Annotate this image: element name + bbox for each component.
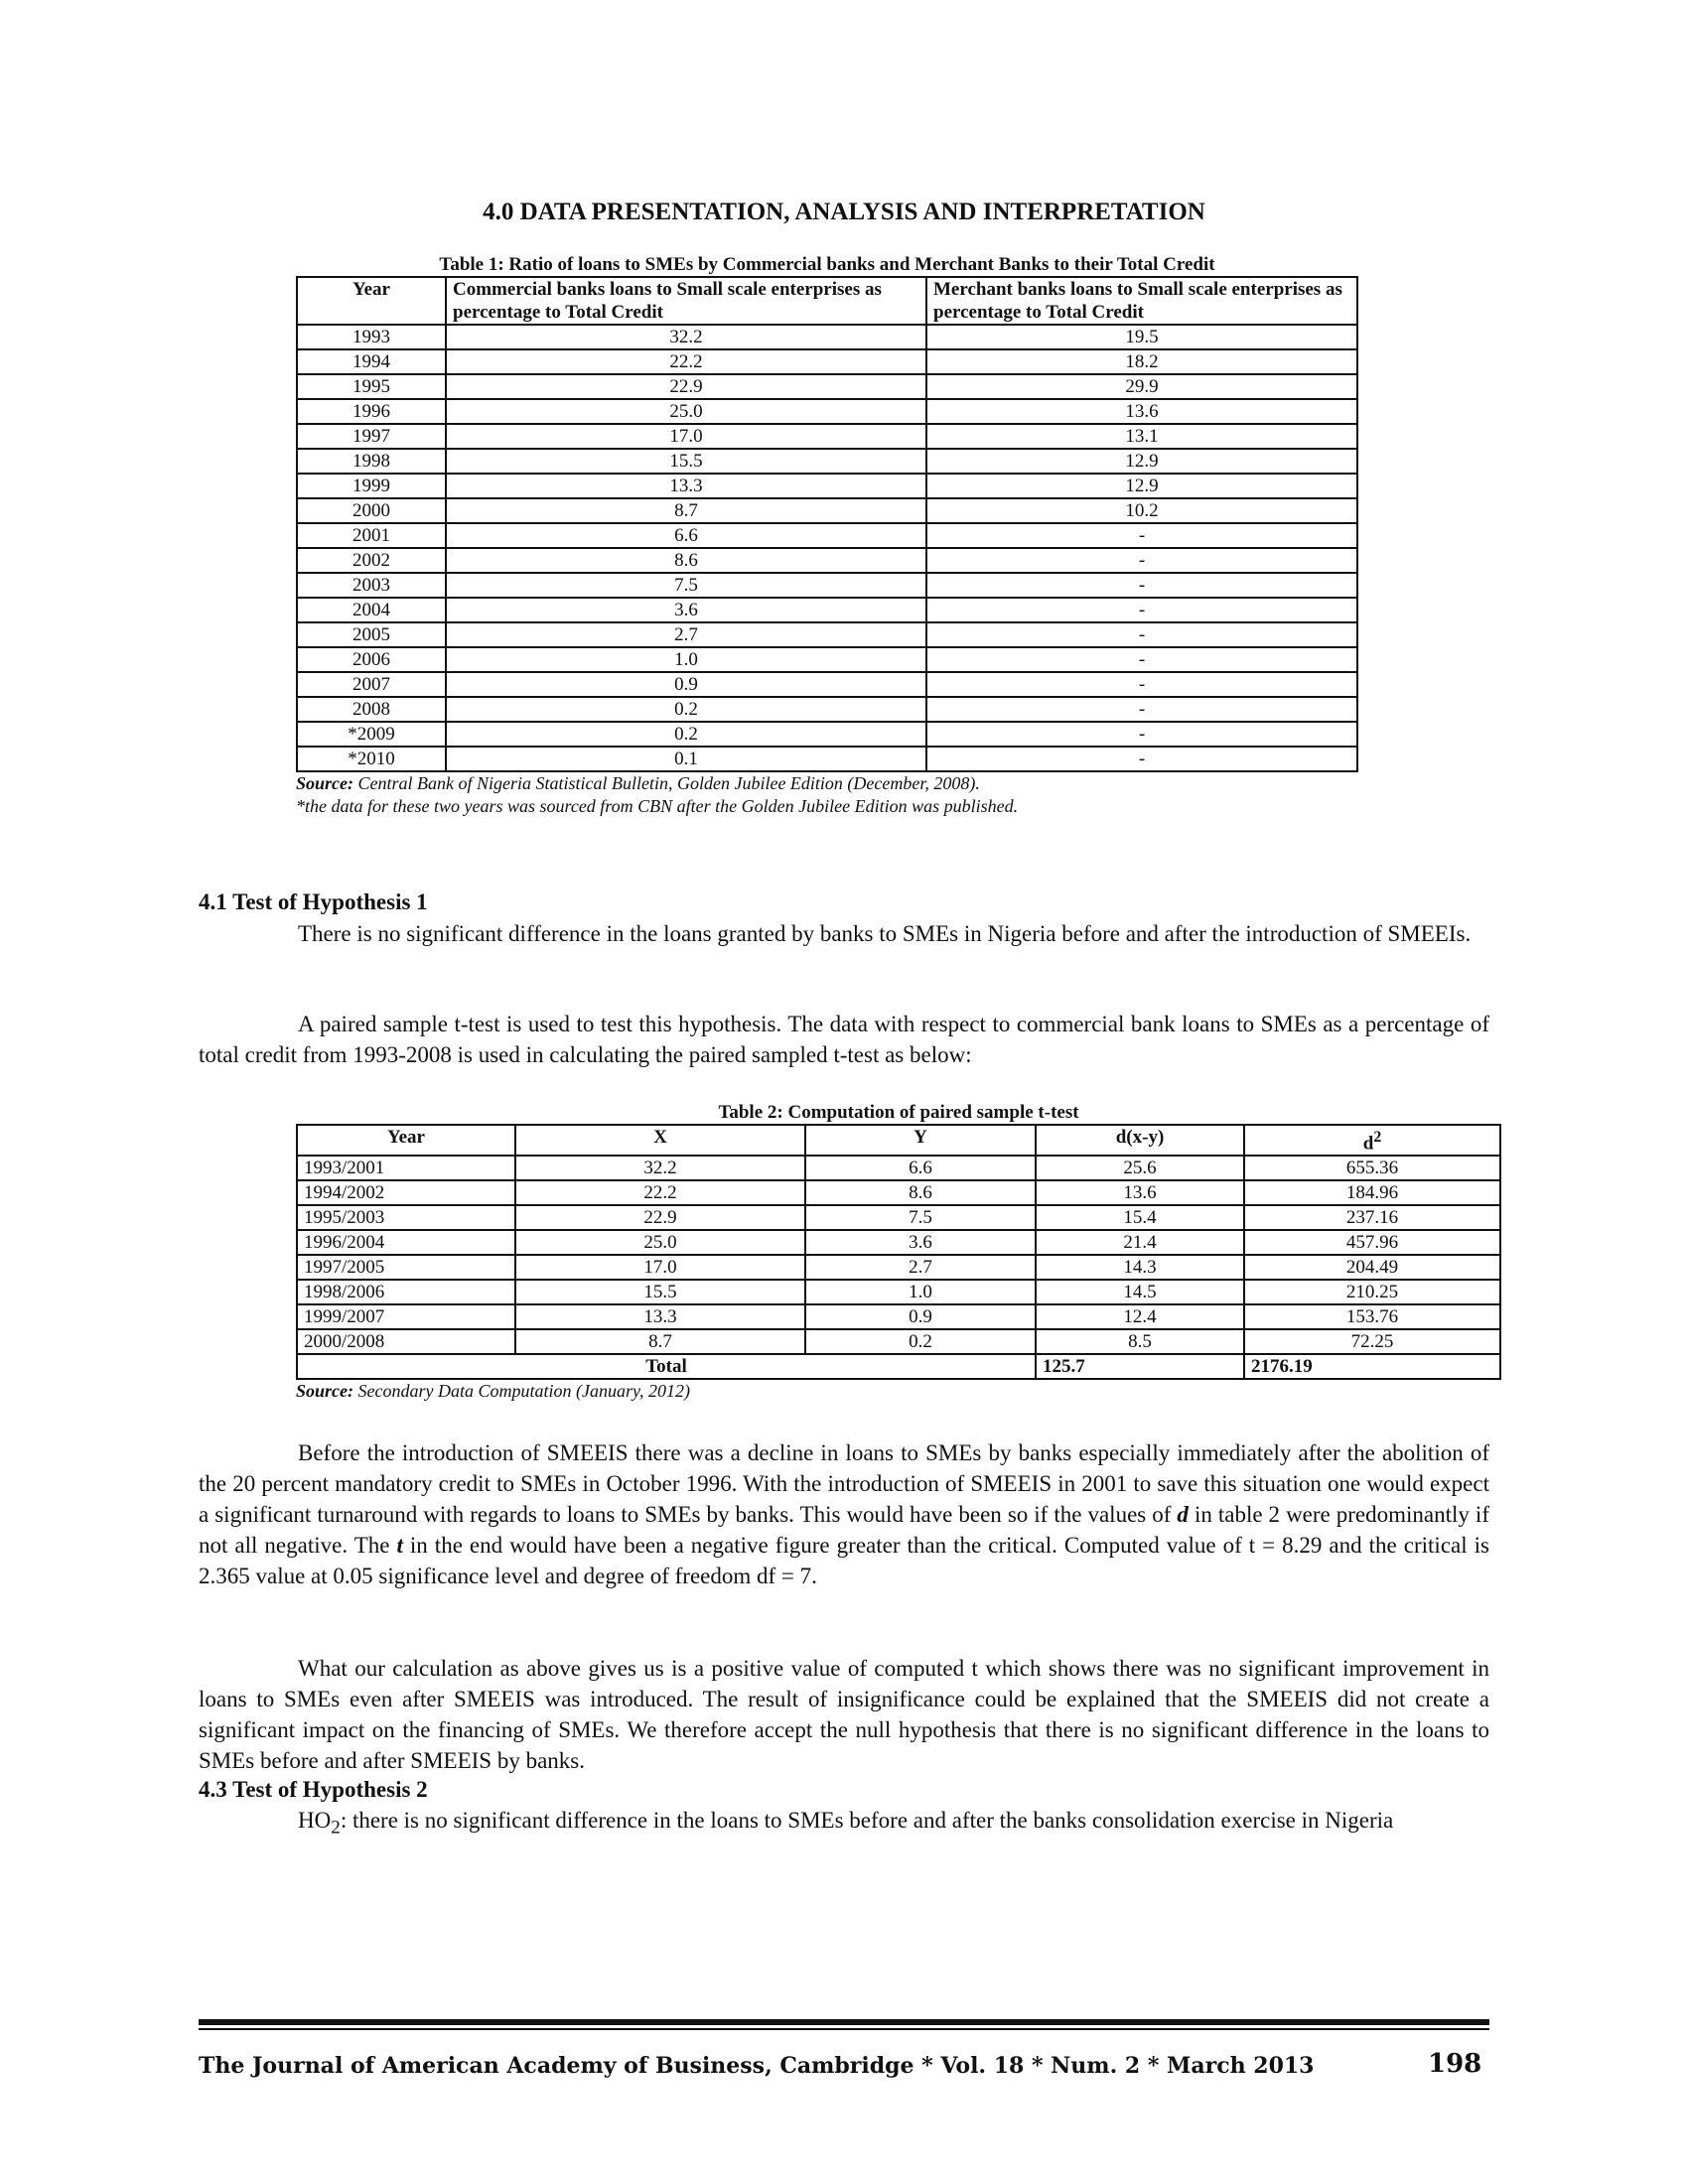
table1-cell-year: 1996 [297, 399, 446, 424]
table1-cell-year: 1995 [297, 374, 446, 399]
section1-para2 [199, 1009, 1489, 1070]
table1-row [297, 399, 1357, 424]
table1-cell-merchant: - [926, 523, 1357, 548]
table1-cell-merchant: 19.5 [926, 325, 1357, 349]
footer-journal: The Journal of American Academy of Business, Cambridge * Vol. 18 * Num. 2 * March 2013 [199, 2053, 1315, 2079]
table1-row [297, 498, 1357, 523]
table1-cell-merchant: 10.2 [926, 498, 1357, 523]
section1-para2-text: A paired sample t-test is used to test this hypothesis. The data with respect to commercial bank loans to SMEs as a percentage of total credit from 1993-2008 is used in calculating the paired sampled t-test as below: [199, 1012, 1489, 1067]
table1-cell-merchant: - [926, 647, 1357, 672]
table1-block [296, 254, 1358, 818]
table1-source [296, 772, 1358, 795]
table1 [296, 276, 1358, 772]
analysis-text-a: Before the introduction of SMEEIS there was a decline in loans to SMEs by banks especially immediately after the abolition of the 20 percent mandatory credit to SMEs in October 1996. With the introduction of SMEEIS in 2001 to save this situation one would expect a significant turnaround with regards to loans to SMEs by banks. This would have been so if the values of [199, 1440, 1489, 1527]
table1-cell-commercial: 0.9 [446, 672, 926, 697]
table1-cell-year: 2002 [297, 548, 446, 573]
table2-cell-d2: 204.49 [1244, 1255, 1500, 1280]
table2-header-year: Year [297, 1125, 515, 1156]
table2-row [297, 1230, 1500, 1255]
table1-row [297, 474, 1357, 498]
table1-cell-merchant: - [926, 573, 1357, 598]
table1-cell-commercial: 13.3 [446, 474, 926, 498]
table1-source-label: Source: [296, 773, 353, 793]
page-number: 198 [1428, 2049, 1482, 2079]
table2-cell-year: 1993/2001 [297, 1156, 515, 1180]
table2-cell-year: 2000/2008 [297, 1329, 515, 1354]
table1-cell-commercial: 1.0 [446, 647, 926, 672]
table2 [296, 1124, 1501, 1380]
table2-total-d2: 2176.19 [1244, 1354, 1500, 1379]
table1-cell-year: 2005 [297, 622, 446, 647]
table2-cell-x: 25.0 [515, 1230, 805, 1255]
table2-cell-d: 15.4 [1036, 1205, 1244, 1230]
table1-cell-year: 1994 [297, 349, 446, 374]
table2-cell-d: 13.6 [1036, 1180, 1244, 1205]
table1-cell-merchant: - [926, 622, 1357, 647]
table1-header-year: Year [297, 277, 446, 325]
table1-cell-merchant: - [926, 598, 1357, 622]
table2-cell-d2: 210.25 [1244, 1280, 1500, 1304]
table1-cell-commercial: 22.2 [446, 349, 926, 374]
table1-row [297, 722, 1357, 747]
table2-caption: Table 2: Computation of paired sample t-test [718, 1102, 1079, 1123]
table1-row [297, 523, 1357, 548]
section2-title: 4.3 Test of Hypothesis 2 [199, 1777, 428, 1802]
table2-body [297, 1156, 1500, 1354]
table1-row [297, 349, 1357, 374]
conclusion-text: What our calculation as above gives us is a positive value of computed t which shows there was no significant improvement in loans to SMEs even after SMEEIS was introduced. The result of insignificance could be explained that the SMEEIS did not create a significant impact on the financing of SMEs. We therefore accept the null hypothesis that there is no significant difference in the loans to SMEs before and after SMEEIS by banks. [199, 1656, 1489, 1773]
table2-cell-d: 14.3 [1036, 1255, 1244, 1280]
table2-header-y: Y [805, 1125, 1036, 1156]
table1-cell-year: 1999 [297, 474, 446, 498]
table2-cell-year: 1997/2005 [297, 1255, 515, 1280]
table1-cell-year: 2003 [297, 573, 446, 598]
table1-cell-year: 1998 [297, 449, 446, 474]
table1-row [297, 573, 1357, 598]
table1-cell-commercial: 2.7 [446, 622, 926, 647]
table1-cell-merchant: 12.9 [926, 449, 1357, 474]
section2-text: : there is no significant difference in the loans to SMEs before and after the banks consolidation exercise in Nigeria [340, 1808, 1394, 1833]
table1-header-commercial: Commercial banks loans to Small scale enterprises as percentage to Total Credit [446, 277, 926, 325]
table2-cell-year: 1995/2003 [297, 1205, 515, 1230]
table2-header-d2 [1244, 1125, 1500, 1156]
table2-cell-d: 12.4 [1036, 1304, 1244, 1329]
section2-para [199, 1805, 1489, 1843]
table2-cell-year: 1996/2004 [297, 1230, 515, 1255]
table1-cell-merchant: - [926, 697, 1357, 722]
table1-cell-merchant: 12.9 [926, 474, 1357, 498]
table1-cell-commercial: 15.5 [446, 449, 926, 474]
table2-total-d: 125.7 [1036, 1354, 1244, 1379]
table1-cell-commercial: 8.7 [446, 498, 926, 523]
table2-cell-y: 2.7 [805, 1255, 1036, 1280]
table1-cell-year: 2008 [297, 697, 446, 722]
table1-cell-commercial: 32.2 [446, 325, 926, 349]
table2-cell-y: 1.0 [805, 1280, 1036, 1304]
conclusion-paragraph [199, 1653, 1489, 1776]
table2-cell-d2: 184.96 [1244, 1180, 1500, 1205]
table1-cell-merchant: 29.9 [926, 374, 1357, 399]
table1-row [297, 697, 1357, 722]
table2-row [297, 1255, 1500, 1280]
table2-cell-d2: 655.36 [1244, 1156, 1500, 1180]
section2-ho: HO [298, 1808, 332, 1833]
table1-row [297, 548, 1357, 573]
table1-cell-year: 2007 [297, 672, 446, 697]
section-heading: 4.0 DATA PRESENTATION, ANALYSIS AND INTERPRETATION [483, 199, 1205, 225]
table1-source-text: Central Bank of Nigeria Statistical Bulletin, Golden Jubilee Edition (December, 2008). [353, 773, 980, 793]
table1-cell-commercial: 17.0 [446, 424, 926, 449]
analysis-text-c: in the end would have been a negative figure greater than the critical. Computed value of t = 8.29 and the critical is 2.365 value at 0.05 significance level and degree of freedom df = 7. [199, 1533, 1489, 1588]
table2-header-d2-base: d [1362, 1133, 1374, 1155]
table1-row [297, 374, 1357, 399]
section2-ho-sub: 2 [331, 1817, 341, 1839]
table1-cell-merchant: - [926, 672, 1357, 697]
table2-cell-y: 8.6 [805, 1180, 1036, 1205]
table2-row [297, 1156, 1500, 1180]
table2-header-d2-sup: 2 [1373, 1129, 1382, 1146]
table2-cell-x: 17.0 [515, 1255, 805, 1280]
table2-header-d: d(x-y) [1036, 1125, 1244, 1156]
table2-cell-x: 13.3 [515, 1304, 805, 1329]
table2-cell-year: 1999/2007 [297, 1304, 515, 1329]
table2-row [297, 1329, 1500, 1354]
table1-cell-year: 2006 [297, 647, 446, 672]
table1-cell-year: *2010 [297, 747, 446, 771]
table2-cell-year: 1994/2002 [297, 1180, 515, 1205]
table1-header-merchant: Merchant banks loans to Small scale enterprises as percentage to Total Credit [926, 277, 1357, 325]
table2-cell-x: 15.5 [515, 1280, 805, 1304]
table2-cell-d2: 237.16 [1244, 1205, 1500, 1230]
table1-cell-merchant: 13.6 [926, 399, 1357, 424]
table1-cell-year: *2009 [297, 722, 446, 747]
table2-row [297, 1304, 1500, 1329]
table2-cell-year: 1998/2006 [297, 1280, 515, 1304]
table2-header-row [297, 1125, 1500, 1156]
table1-cell-merchant: 18.2 [926, 349, 1357, 374]
table2-row [297, 1280, 1500, 1304]
table2-block [296, 1102, 1501, 1403]
section1-para1-text: There is no significant difference in the loans granted by banks to SMEs in Nigeria before and after the introduction of SMEEIs. [298, 921, 1472, 946]
table1-cell-year: 2001 [297, 523, 446, 548]
analysis-text-b: in table 2 were predominantly if not all negative. The [199, 1502, 1489, 1558]
table1-row [297, 747, 1357, 771]
table1-cell-merchant: - [926, 722, 1357, 747]
analysis-t-symbol: t [396, 1533, 403, 1558]
table1-row [297, 424, 1357, 449]
table1-cell-year: 2000 [297, 498, 446, 523]
table2-source-text: Secondary Data Computation (January, 2012) [353, 1381, 690, 1402]
table2-cell-x: 8.7 [515, 1329, 805, 1354]
table1-cell-year: 1997 [297, 424, 446, 449]
table1-row [297, 449, 1357, 474]
table2-source [296, 1380, 1501, 1403]
footer-rule-thin [199, 2028, 1489, 2030]
analysis-paragraph [199, 1437, 1489, 1591]
table2-cell-y: 3.6 [805, 1230, 1036, 1255]
table1-cell-commercial: 22.9 [446, 374, 926, 399]
section1-para1 [199, 918, 1489, 949]
table2-cell-d: 21.4 [1036, 1230, 1244, 1255]
table2-cell-y: 0.2 [805, 1329, 1036, 1354]
table1-row [297, 647, 1357, 672]
table2-cell-x: 22.2 [515, 1180, 805, 1205]
table1-row [297, 672, 1357, 697]
table1-cell-merchant: - [926, 747, 1357, 771]
table1-cell-commercial: 7.5 [446, 573, 926, 598]
table1-cell-commercial: 6.6 [446, 523, 926, 548]
table2-cell-y: 6.6 [805, 1156, 1036, 1180]
table1-cell-commercial: 8.6 [446, 548, 926, 573]
table1-header-row [297, 277, 1357, 325]
table2-total-row [297, 1354, 1500, 1379]
table1-cell-year: 1993 [297, 325, 446, 349]
table1-cell-year: 2004 [297, 598, 446, 622]
table2-source-label: Source: [296, 1381, 353, 1402]
table1-row [297, 622, 1357, 647]
table1-cell-commercial: 3.6 [446, 598, 926, 622]
table2-cell-d: 14.5 [1036, 1280, 1244, 1304]
section1-title: 4.1 Test of Hypothesis 1 [199, 889, 428, 914]
footer-rule-thick [199, 2019, 1489, 2025]
table1-caption: Table 1: Ratio of loans to SMEs by Commercial banks and Merchant Banks to their Total Credit [439, 254, 1215, 275]
table1-cell-commercial: 0.2 [446, 722, 926, 747]
table1-cell-commercial: 0.2 [446, 697, 926, 722]
table2-cell-x: 22.9 [515, 1205, 805, 1230]
table2-row [297, 1180, 1500, 1205]
table1-cell-merchant: - [926, 548, 1357, 573]
analysis-d-symbol: d [1177, 1502, 1189, 1527]
table1-cell-merchant: 13.1 [926, 424, 1357, 449]
table1-note: *the data for these two years was sourced from CBN after the Golden Jubilee Edition was published. [296, 796, 1019, 816]
table1-cell-commercial: 0.1 [446, 747, 926, 771]
table2-cell-d2: 457.96 [1244, 1230, 1500, 1255]
table1-row [297, 598, 1357, 622]
table2-total-label: Total [297, 1354, 1036, 1379]
table1-body [297, 325, 1357, 771]
table2-cell-y: 0.9 [805, 1304, 1036, 1329]
table1-row [297, 325, 1357, 349]
table2-header-x: X [515, 1125, 805, 1156]
table2-cell-d2: 153.76 [1244, 1304, 1500, 1329]
table2-cell-d: 8.5 [1036, 1329, 1244, 1354]
table2-cell-d2: 72.25 [1244, 1329, 1500, 1354]
table1-cell-commercial: 25.0 [446, 399, 926, 424]
table2-cell-y: 7.5 [805, 1205, 1036, 1230]
table2-cell-d: 25.6 [1036, 1156, 1244, 1180]
table2-cell-x: 32.2 [515, 1156, 805, 1180]
table2-row [297, 1205, 1500, 1230]
